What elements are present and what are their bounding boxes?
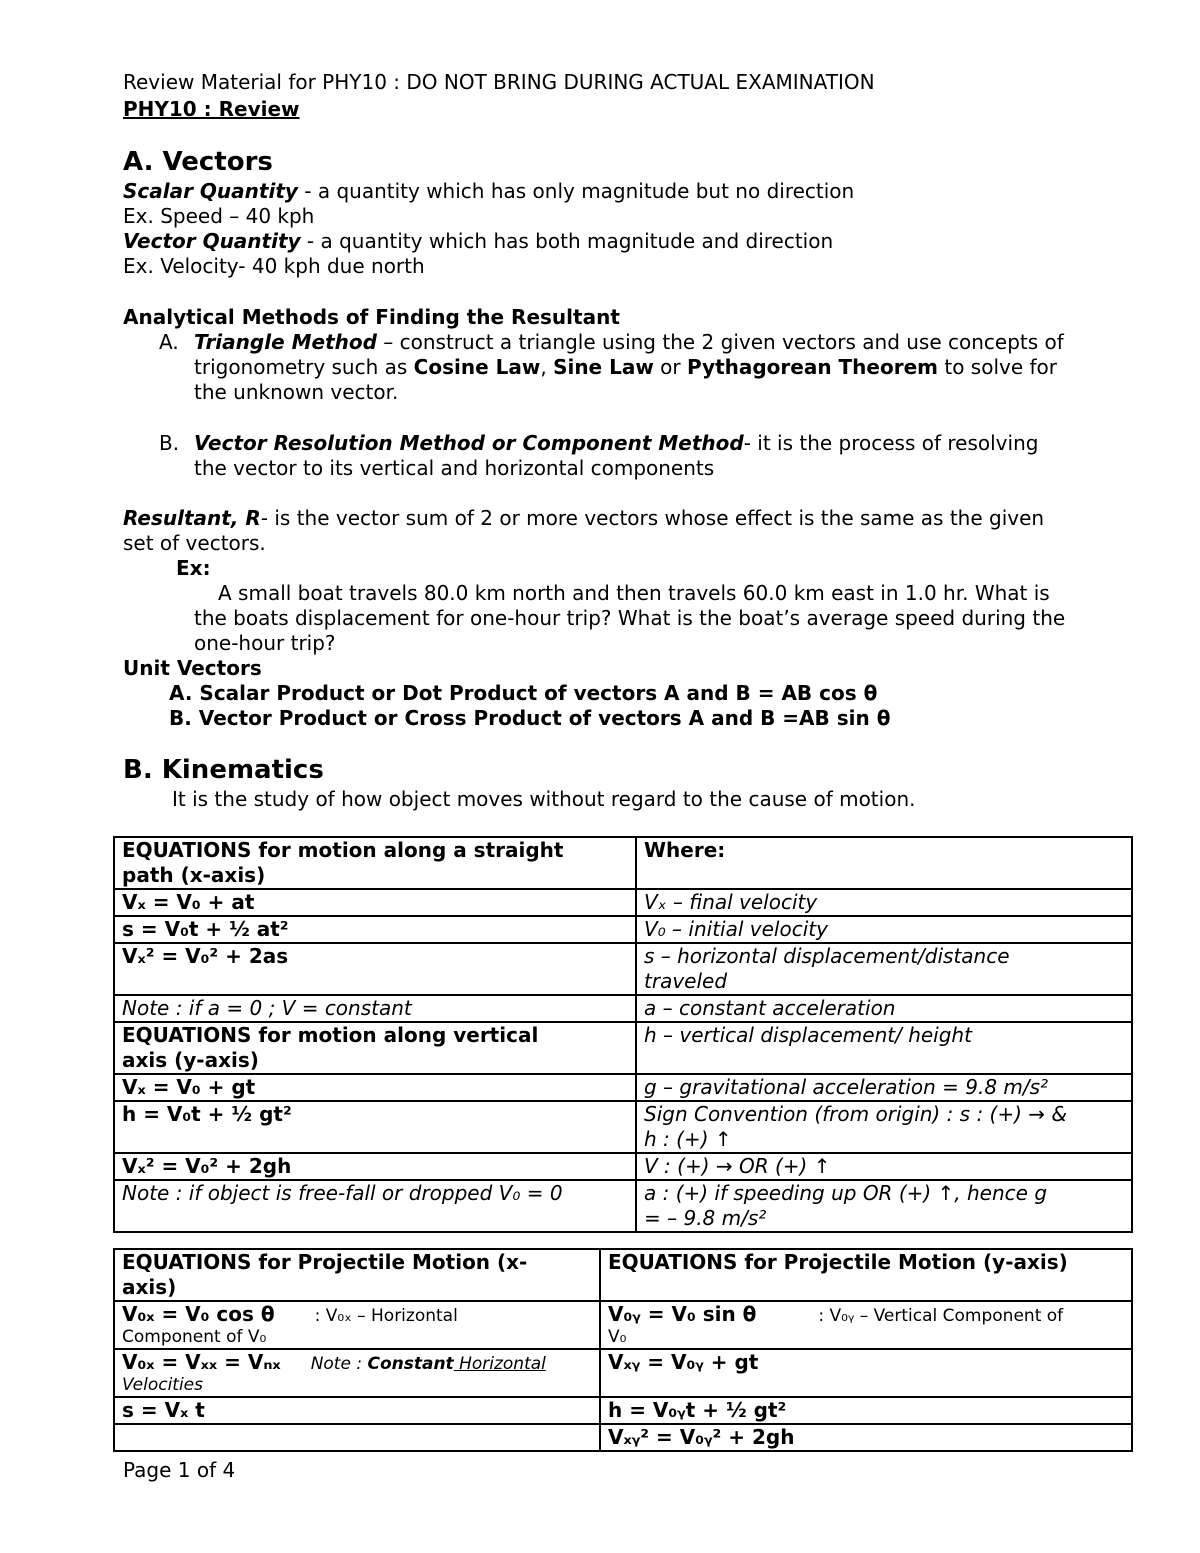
table-row <box>114 1349 1132 1397</box>
table-row <box>114 889 1132 916</box>
cell-text: V₀ₓ = V₀ cos θ <box>122 1302 275 1326</box>
table-cell <box>114 1249 600 1301</box>
table-cell: Note : if object is free-fall or dropped V₀ = 0 <box>114 1180 636 1232</box>
table-cell: Vₓᵧ = V₀ᵧ + gt <box>600 1349 1132 1397</box>
table-row <box>114 1180 1132 1232</box>
table-cell: Vₓᵧ² = V₀ᵧ² + 2gh <box>600 1424 1132 1451</box>
scalar-definition <box>123 179 854 204</box>
table-cell: h = V₀ᵧt + ½ gt² <box>600 1397 1132 1424</box>
cell-note: : V₀ₓ – Horizontal <box>314 1306 458 1326</box>
vector-term: Vector Quantity <box>123 229 301 253</box>
methods-heading: Analytical Methods of Finding the Resultant <box>123 305 620 329</box>
cell-note: Constant <box>367 1354 454 1374</box>
table-row <box>114 1101 1132 1153</box>
method-b-line1 <box>159 431 1038 456</box>
table-cell: Vₓ² = V₀² + 2gh <box>114 1153 636 1180</box>
method-a-line3: the unknown vector. <box>194 380 399 404</box>
table-cell: Vₓ² = V₀² + 2as <box>114 943 636 995</box>
method-a-marker: A. <box>159 330 179 354</box>
scalar-example: Ex. Speed – 40 kph <box>123 204 315 228</box>
table-row <box>114 1301 1132 1349</box>
table-cell: Vₓ – final velocity <box>636 889 1132 916</box>
vector-def-text: - a quantity which has both magnitude and direction <box>300 229 834 253</box>
scalar-term: Scalar Quantity <box>123 179 298 203</box>
cell-note: Velocities <box>122 1375 203 1395</box>
table-cell: a – constant acceleration <box>636 995 1132 1022</box>
table-row <box>114 943 1132 995</box>
table-row <box>114 995 1132 1022</box>
table-row <box>114 916 1132 943</box>
cell-text: EQUATIONS for motion along vertical <box>122 1023 539 1047</box>
table-row <box>114 1074 1132 1101</box>
comma-sep: , <box>540 355 554 379</box>
table-cell: h = V₀t + ½ gt² <box>114 1101 636 1153</box>
table-cell <box>114 837 636 889</box>
cosine-law: Cosine Law <box>413 355 541 379</box>
table-row <box>114 1249 1132 1301</box>
document-title: PHY10 : Review <box>123 97 300 121</box>
cell-note: Note : <box>310 1354 368 1374</box>
unit-vector-b: B. Vector Product or Cross Product of vectors A and B =AB sin θ <box>169 706 891 730</box>
cell-note: : V₀ᵧ – Vertical Component of <box>818 1306 1064 1326</box>
vector-definition <box>123 229 833 254</box>
kinematics-intro: It is the study of how object moves without regard to the cause of motion. <box>172 787 916 811</box>
cell-note: V₀ <box>608 1327 627 1347</box>
table-cell <box>636 943 1132 995</box>
table-row <box>114 1397 1132 1424</box>
table-cell <box>114 1022 636 1074</box>
table-cell: V : (+) → OR (+) ↑ <box>636 1153 1132 1180</box>
table-cell: Vₓ = V₀ + gt <box>114 1074 636 1101</box>
table-row <box>114 1022 1132 1074</box>
example-line3: one-hour trip? <box>194 631 336 655</box>
method-a-term: Triangle Method <box>194 330 377 354</box>
example-line1: A small boat travels 80.0 km north and then travels 60.0 km east in 1.0 hr. What is <box>218 581 1050 605</box>
table-cell <box>114 1424 600 1451</box>
cell-text: EQUATIONS for Projectile Motion (x- <box>122 1250 528 1274</box>
method-b-term: Vector Resolution Method or Component Method <box>194 431 744 455</box>
table-row <box>114 837 1132 889</box>
cell-text: a : (+) if speeding up OR (+) ↑, hence g <box>644 1181 1048 1205</box>
cell-text: h : (+) ↑ <box>644 1127 732 1151</box>
unit-vector-a: A. Scalar Product or Dot Product of vectors A and B = AB cos θ <box>169 681 878 705</box>
cell-text: V₀ᵧ = V₀ sin θ <box>608 1302 757 1326</box>
method-a-text2: trigonometry such as <box>194 355 414 379</box>
scalar-def-text: - a quantity which has only magnitude but no direction <box>297 179 855 203</box>
cell-text: = – 9.8 m/s² <box>644 1206 767 1230</box>
cell-text: traveled <box>644 969 728 993</box>
table-cell <box>114 1349 600 1397</box>
method-b-marker: B. <box>159 431 180 455</box>
cell-note: Horizontal <box>453 1354 546 1374</box>
cell-text: EQUATIONS for motion along a straight <box>122 838 564 862</box>
table-cell: EQUATIONS for Projectile Motion (y-axis) <box>600 1249 1132 1301</box>
table-cell: g – gravitational acceleration = 9.8 m/s² <box>636 1074 1132 1101</box>
method-a-text3: to solve for <box>938 355 1058 379</box>
table-cell <box>636 1101 1132 1153</box>
example-line2: the boats displacement for one-hour trip? What is the boat’s average speed during the <box>194 606 1066 630</box>
sine-law: Sine Law <box>553 355 654 379</box>
method-a-line2 <box>194 355 1057 380</box>
table-cell <box>600 1301 1132 1349</box>
table-cell: s = Vₓ t <box>114 1397 600 1424</box>
cell-text: s – horizontal displacement/distance <box>644 944 1010 968</box>
cell-text: V₀ₓ = Vₓₓ = Vₙₓ <box>122 1350 281 1374</box>
table-cell: Note : if a = 0 ; V = constant <box>114 995 636 1022</box>
example-label: Ex: <box>176 556 211 580</box>
cell-text: path (x-axis) <box>122 863 266 887</box>
resultant-line1 <box>123 506 1044 531</box>
unit-vectors-heading: Unit Vectors <box>123 656 262 680</box>
cell-text: axis (y-axis) <box>122 1048 259 1072</box>
table-row <box>114 1153 1132 1180</box>
table-cell: h – vertical displacement/ height <box>636 1022 1132 1074</box>
method-b-line2: the vector to its vertical and horizontal components <box>194 456 715 480</box>
table-cell: Vₓ = V₀ + at <box>114 889 636 916</box>
cell-note: Component of V₀ <box>122 1327 267 1347</box>
section-a-heading: A. Vectors <box>123 147 273 177</box>
cell-text: Sign Convention (from origin) : s : (+) → & <box>644 1102 1067 1126</box>
vector-example: Ex. Velocity- 40 kph due north <box>123 254 425 278</box>
method-b-text: - it is the process of resolving <box>743 431 1039 455</box>
header-notice: Review Material for PHY10 : DO NOT BRING DURING ACTUAL EXAMINATION <box>123 70 875 94</box>
projectile-table <box>113 1248 1133 1452</box>
resultant-term: Resultant, R <box>123 506 261 530</box>
method-a-text: – construct a triangle using the 2 given vectors and use concepts of <box>376 330 1064 354</box>
pythagorean-theorem: Pythagorean Theorem <box>687 355 938 379</box>
resultant-text: - is the vector sum of 2 or more vectors whose effect is the same as the given <box>260 506 1045 530</box>
or-sep: or <box>653 355 687 379</box>
table-cell <box>636 1180 1132 1232</box>
table-cell: Where: <box>636 837 1132 889</box>
method-a-line1 <box>159 330 1064 355</box>
cell-text: axis) <box>122 1275 177 1299</box>
table-cell: V₀ – initial velocity <box>636 916 1132 943</box>
table-cell <box>114 1301 600 1349</box>
section-b-heading: B. Kinematics <box>123 755 324 785</box>
table-row <box>114 1424 1132 1451</box>
page-number: Page 1 of 4 <box>123 1458 236 1482</box>
table-cell: s = V₀t + ½ at² <box>114 916 636 943</box>
resultant-line2: set of vectors. <box>123 531 266 555</box>
kinematics-table <box>113 836 1133 1233</box>
